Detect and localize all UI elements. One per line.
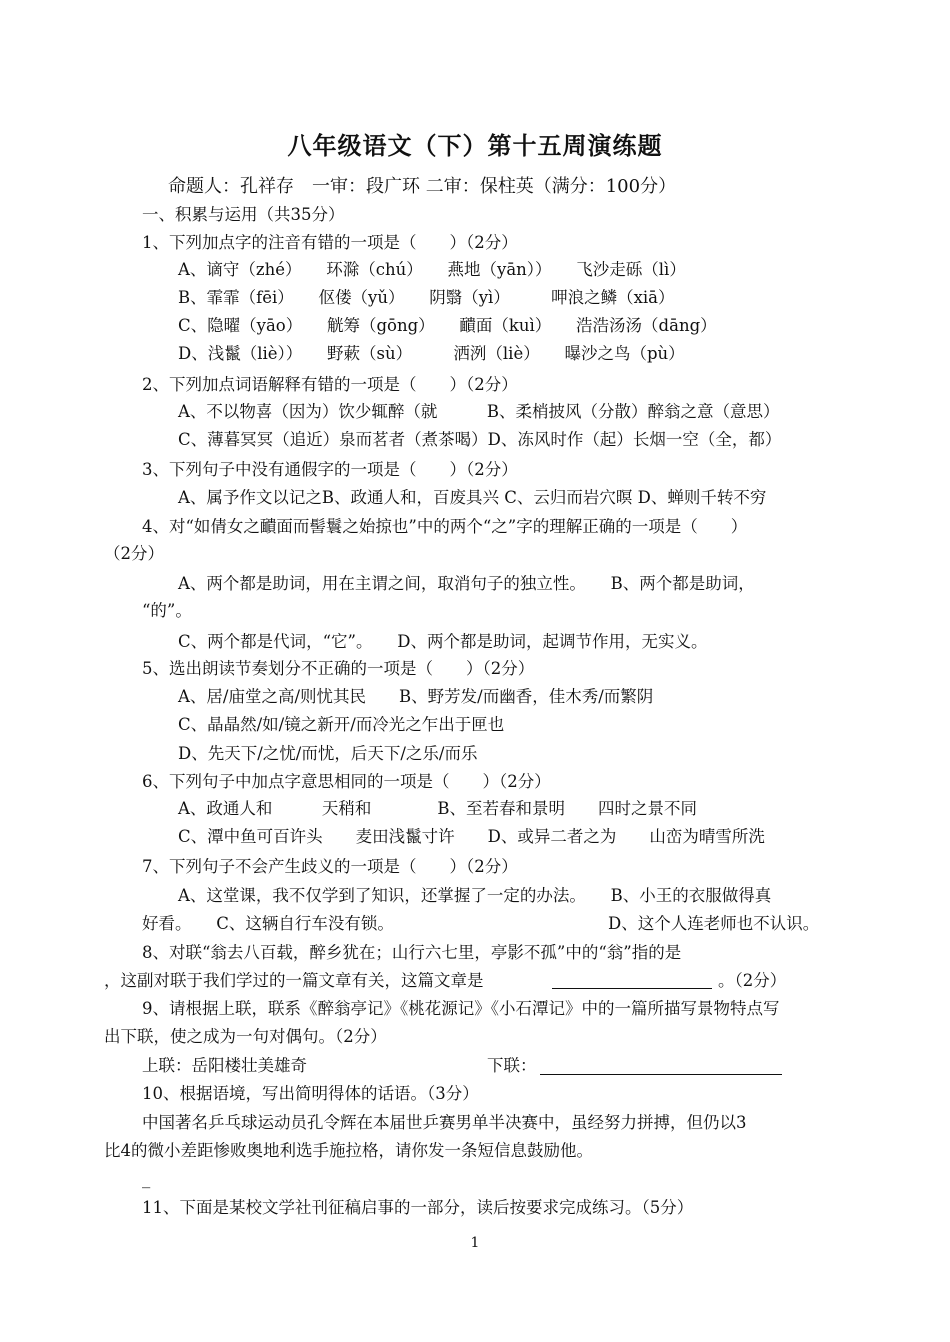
- question-11: 11、下面是某校文学社刊征稿启事的一部分，读后按要求完成练习。（5分）: [142, 1198, 694, 1217]
- question-6-option-cd: C、潭中鱼可百许头 麦田浅鬣寸许 D、或异二者之为 山峦为晴雪所洗: [178, 827, 765, 846]
- question-8-answer-blank[interactable]: [552, 987, 712, 989]
- question-1-option-c: C、隐曜（yāo） 觥筹（gōng） 靧面（kuì） 浩浩汤汤（dāng）: [178, 316, 717, 335]
- question-8-line2: ，这副对联于我们学过的一篇文章有关，这篇文章是: [104, 971, 484, 990]
- section-heading: 一、积累与运用（共35分）: [142, 205, 345, 224]
- question-8: 8、对联“翁去八百载，醉乡犹在；山行六七里，亭影不孤”中的“翁”指的是: [142, 943, 682, 962]
- question-2-option-cd: C、薄暮冥冥（追近）泉而茗者（煮茶喝）D、冻风时作（起）长烟一空（全，都）: [178, 430, 782, 449]
- question-4-option-b-cont: “的”。: [142, 601, 192, 620]
- question-6-option-ab: A、政通人和 天稍和 B、至若春和景明 四时之景不同: [178, 799, 698, 818]
- page-number: 1: [470, 1235, 480, 1251]
- question-9-answer-blank[interactable]: [540, 1073, 782, 1075]
- question-2-option-ab: A、不以物喜（因为）饮少辄醉（就 B、柔梢披风（分散）醉翁之意（意思）: [178, 402, 780, 421]
- question-2: 2、下列加点词语解释有错的一项是（ ）（2分）: [142, 375, 518, 394]
- question-9-line2: 出下联，使之成为一句对偶句。（2分）: [104, 1027, 387, 1046]
- question-10-context-line2: 比4的微小差距惨败奥地利选手施拉格，请你发一条短信息鼓励他。: [104, 1141, 593, 1160]
- question-3: 3、下列句子中没有通假字的一项是（ ）（2分）: [142, 460, 518, 479]
- question-10: 10、根据语境，写出简明得体的话语。（3分）: [142, 1084, 479, 1103]
- question-10-context-line1: 中国著名乒乓球运动员孔令辉在本届世乒赛男单半决赛中，虽经努力拼搏，但仍以3: [142, 1113, 747, 1132]
- question-5-option-ab: A、居/庙堂之高/则忧其民 B、野芳发/而幽香，佳木秀/而繁阴: [178, 687, 654, 706]
- question-6: 6、下列句子中加点字意思相同的一项是（ ）（2分）: [142, 772, 551, 791]
- question-7: 7、下列句子不会产生歧义的一项是（ ）（2分）: [142, 857, 518, 876]
- question-5: 5、选出朗读节奏划分不正确的一项是（ ）（2分）: [142, 659, 535, 678]
- question-3-options: A、属予作文以记之B、政通人和，百废具兴 C、云归而岩穴暝 D、蝉则千转不穷: [178, 488, 767, 507]
- question-10-answer-blank[interactable]: _: [142, 1169, 151, 1188]
- question-7-option-ab: A、这堂课，我不仅学到了知识，还掌握了一定的办法。 B、小王的衣服做得真: [178, 886, 772, 905]
- page-title: 八年级语文（下）第十五周演练题: [287, 131, 663, 160]
- question-4-option-cd: C、两个都是代词，“它”。 D、两个都是助词，起调节作用，无实义。: [178, 632, 708, 651]
- question-4-option-ab: A、两个都是助词，用在主谓之间，取消句子的独立性。 B、两个都是助词，: [178, 574, 755, 593]
- question-8-points: 。（2分）: [718, 971, 787, 990]
- question-1-option-a: A、谪守（zhé） 环滁（chú） 燕地（yān）） 飞沙走砾（lì）: [178, 260, 686, 279]
- question-4: 4、对“如倩女之靧面而髻鬟之始掠也”中的两个“之”字的理解正确的一项是（ ）: [142, 517, 748, 536]
- question-5-option-d: D、先天下/之忧/而忧，后天下/之乐/而乐: [178, 744, 478, 763]
- question-9-lower-couplet-label: 下联：: [487, 1056, 537, 1075]
- question-1: 1、下列加点字的注音有错的一项是（ ）（2分）: [142, 233, 518, 252]
- question-1-option-d: D、浅鬣（liè）） 野蔌（sù） 洒洌（liè） 曝沙之鸟（pù）: [178, 344, 685, 363]
- question-4-points: （2分）: [104, 544, 164, 563]
- question-7-option-bc: 好看。 C、这辆自行车没有锁。: [142, 914, 394, 933]
- question-1-option-b: B、霏霏（fēi） 伛偻（yǔ） 阴翳（yì） 呷浪之鳞（xiā）: [178, 288, 675, 307]
- question-9: 9、请根据上联，联系《醉翁亭记》《桃花源记》《小石潭记》中的一篇所描写景物特点写: [142, 999, 780, 1018]
- question-7-option-d: D、这个人连老师也不认识。: [608, 914, 820, 933]
- question-5-option-c: C、晶晶然/如/镜之新开/而冷光之乍出于匣也: [178, 715, 505, 734]
- author-line: 命题人：孔祥存 一审：段广环 二审：保柱英（满分：100分）: [168, 176, 677, 197]
- question-9-upper-couplet: 上联：岳阳楼壮美雄奇: [142, 1056, 307, 1075]
